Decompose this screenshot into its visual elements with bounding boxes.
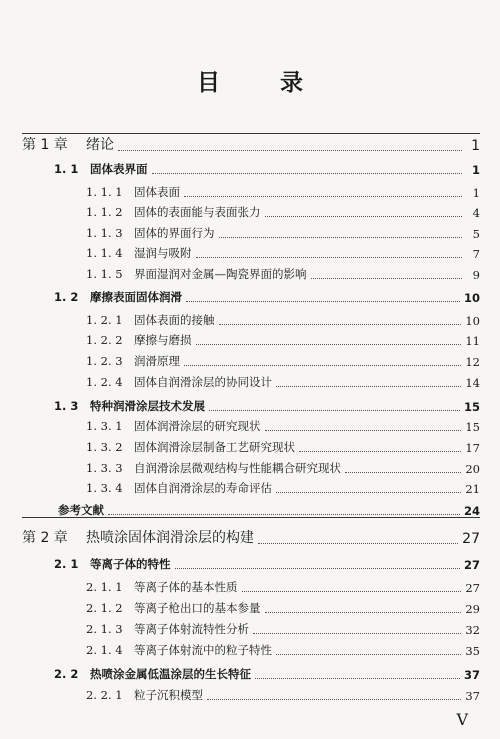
toc-entry-text: 热喷涂金属低温涂层的生长特征 [90, 667, 251, 681]
toc-entry-page: 14 [465, 376, 480, 390]
toc-entry-number: 1. 3. 3 [86, 461, 123, 475]
toc-entry-label [86, 204, 261, 220]
dot-leader [108, 514, 460, 515]
page-number: V [456, 710, 468, 729]
toc-entry-sub [0, 456, 500, 476]
toc-entry-sub [0, 414, 500, 434]
toc-entry-number: 2. 1 [54, 557, 79, 571]
toc-entry-page: 35 [465, 644, 480, 658]
toc-entry-sub [0, 180, 500, 200]
toc-entry-label [86, 266, 307, 282]
toc-entry-label [54, 161, 148, 177]
toc-entry-text: 固体表界面 [90, 162, 148, 176]
toc-entry-page: 27 [462, 531, 480, 547]
toc-entry-label [86, 439, 295, 455]
toc-entry-page: 7 [472, 247, 480, 261]
dot-leader [265, 216, 463, 217]
dot-leader [299, 451, 461, 452]
toc-entry-number: 1. 2. 1 [86, 313, 123, 327]
toc-entry-number: 1. 3. 2 [86, 440, 123, 454]
page-title: 目 录 [196, 70, 329, 96]
toc-entry-number: 1. 3 [54, 399, 79, 413]
toc-entry-page: 37 [463, 668, 480, 682]
toc-entry-number: 1. 1. 1 [86, 185, 123, 199]
toc-entry-page: 15 [465, 420, 480, 434]
toc-entry-label [86, 418, 261, 434]
toc-entry-sub [0, 200, 500, 220]
toc-entry-page: 4 [472, 206, 480, 220]
toc-entry-number: 1. 1. 4 [86, 246, 123, 260]
toc-entry-page: 1 [471, 163, 480, 177]
toc-entry-text: 固体表面 [134, 185, 180, 199]
toc-entry-chapter [0, 134, 500, 154]
toc-entry-label [54, 666, 251, 682]
dot-leader [265, 612, 462, 613]
toc-entry-text: 等离子体的特性 [90, 557, 171, 571]
toc-entry-refs [0, 498, 500, 518]
toc-entry-sub [0, 328, 500, 348]
dot-leader [186, 301, 460, 302]
toc-entry-label [58, 502, 104, 518]
toc-entry-label [86, 332, 192, 348]
toc-entry-text: 等离子体的基本性质 [134, 580, 238, 594]
toc-entry-label [54, 556, 171, 572]
dot-leader [242, 591, 462, 592]
toc-entry-label [86, 687, 203, 703]
toc-entry-number: 1. 2. 2 [86, 333, 123, 347]
toc-entry-sub [0, 596, 500, 616]
toc-entry-page: 27 [463, 558, 480, 572]
toc-entry-label [54, 398, 205, 414]
toc-entry-label [22, 527, 254, 547]
toc-entry-page: 17 [465, 441, 480, 455]
toc-entry-label [86, 184, 180, 200]
dot-leader [311, 278, 463, 279]
toc-entry-text: 粒子沉积模型 [134, 688, 203, 702]
toc-entry-text: 热喷涂固体润滑涂层的构建 [86, 530, 254, 546]
toc-entry-page: 12 [465, 355, 480, 369]
toc-entry-text: 湿润与吸附 [134, 246, 192, 260]
toc-entry-text: 等离子枪出口的基本参量 [134, 601, 261, 615]
toc-entry-section [0, 157, 500, 177]
toc-entry-text: 摩擦与磨损 [134, 333, 192, 347]
toc-entry-page: 5 [472, 227, 480, 241]
toc-entry-label [86, 579, 238, 595]
toc-entry-sub [0, 638, 500, 658]
toc-entry-number: 2. 1. 4 [86, 643, 123, 657]
dot-leader [196, 257, 463, 258]
toc-entry-number: 1. 3. 1 [86, 419, 123, 433]
toc-entry-sub [0, 308, 500, 328]
dot-leader [345, 472, 461, 473]
toc-entry-number: 2. 1. 3 [86, 622, 123, 636]
dot-leader [276, 386, 461, 387]
toc-entry-text: 固体自润滑涂层的寿命评估 [134, 481, 272, 495]
dot-leader [255, 678, 460, 679]
toc-entry-number: 1. 1. 3 [86, 226, 123, 240]
toc-entry-sub [0, 683, 500, 703]
dot-leader [207, 699, 461, 700]
dot-leader [175, 568, 460, 569]
toc-entry-sub [0, 241, 500, 261]
dot-leader [276, 492, 461, 493]
toc-entry-number: 第 1 章 [22, 137, 68, 153]
toc-entry-label [86, 460, 341, 476]
dot-leader [184, 196, 462, 197]
toc-entry-sub [0, 617, 500, 637]
dot-leader [209, 410, 460, 411]
toc-entry-number: 1. 2. 3 [86, 354, 123, 368]
toc-entry-sub [0, 435, 500, 455]
toc-entry-text: 固体的界面行为 [134, 226, 215, 240]
toc-entry-number: 2. 1. 2 [86, 601, 123, 615]
toc-entry-text: 等离子体射流特性分析 [134, 622, 249, 636]
toc-entry-section [0, 662, 500, 682]
toc-entry-text: 固体的表面能与表面张力 [134, 205, 261, 219]
toc-entry-page: 1 [471, 138, 480, 154]
toc-entry-text: 固体自润滑涂层的协同设计 [134, 375, 272, 389]
toc-entry-sub [0, 349, 500, 369]
dot-leader [196, 344, 462, 345]
toc-entry-page: 9 [472, 268, 480, 282]
toc-entry-label [54, 289, 182, 305]
dot-leader [219, 237, 463, 238]
toc-entry-sub [0, 370, 500, 390]
toc-entry-sub [0, 476, 500, 496]
toc-entry-text: 固体润滑涂层的研究现状 [134, 419, 261, 433]
toc-entry-text: 等离子体射流中的粒子特性 [134, 643, 272, 657]
toc-entry-text: 参考文献 [58, 503, 104, 517]
toc-entry-number: 2. 2. 1 [86, 688, 123, 702]
toc-entry-label [86, 621, 249, 637]
toc-entry-text: 摩擦表面固体润滑 [90, 290, 182, 304]
toc-entry-text: 界面湿润对金属—陶瓷界面的影响 [134, 267, 307, 281]
toc-entry-label [86, 353, 180, 369]
toc-entry-text: 特种润滑涂层技术发展 [90, 399, 205, 413]
toc-entry-number: 2. 1. 1 [86, 580, 123, 594]
toc-entry-number: 第 2 章 [22, 530, 68, 546]
toc-entry-page: 29 [465, 602, 480, 616]
dot-leader [184, 365, 461, 366]
dot-leader [258, 543, 458, 544]
dot-leader [152, 173, 463, 174]
dot-leader [276, 654, 461, 655]
toc-entry-sub [0, 575, 500, 595]
toc-entry-section [0, 394, 500, 414]
dot-leader [118, 150, 462, 151]
toc-entry-page: 24 [463, 504, 480, 518]
toc-entry-sub [0, 221, 500, 241]
toc-entry-page: 27 [465, 581, 480, 595]
toc-entry-number: 1. 1. 2 [86, 205, 123, 219]
toc-entry-text: 自润滑涂层微观结构与性能耦合研究现状 [134, 461, 341, 475]
toc-entry-label [86, 600, 261, 616]
toc-entry-section [0, 552, 500, 572]
dot-leader [265, 430, 462, 431]
toc-entry-number: 1. 2. 4 [86, 375, 123, 389]
toc-entry-text: 润滑原理 [134, 354, 180, 368]
toc-entry-page: 32 [465, 623, 480, 637]
toc-entry-page: 21 [465, 482, 480, 496]
toc-entry-label [86, 480, 272, 496]
toc-entry-number: 1. 3. 4 [86, 481, 123, 495]
toc-entry-text: 固体表面的接触 [134, 313, 215, 327]
toc-entry-number: 1. 1 [54, 162, 79, 176]
toc-entry-label [86, 245, 192, 261]
toc-entry-number: 1. 1. 5 [86, 267, 123, 281]
toc-entry-label [86, 312, 215, 328]
toc-entry-page: 1 [472, 186, 480, 200]
toc-entry-page: 20 [465, 462, 480, 476]
toc-entry-page: 15 [463, 400, 480, 414]
toc-entry-label [86, 642, 272, 658]
toc-entry-label [86, 225, 215, 241]
toc-entry-text: 绪论 [86, 137, 114, 153]
toc-entry-page: 11 [465, 334, 480, 348]
toc-entry-number: 2. 2 [54, 667, 79, 681]
dot-leader [253, 633, 461, 634]
toc-entry-text: 固体润滑涂层制备工艺研究现状 [134, 440, 295, 454]
toc-entry-section [0, 285, 500, 305]
dot-leader [219, 324, 462, 325]
toc-entry-label [22, 134, 114, 154]
toc-entry-label [86, 374, 272, 390]
toc-entry-page: 37 [465, 689, 480, 703]
toc-entry-sub [0, 262, 500, 282]
toc-entry-chapter [0, 527, 500, 547]
toc-entry-number: 1. 2 [54, 290, 79, 304]
toc-entry-page: 10 [465, 314, 480, 328]
toc-entry-page: 10 [463, 291, 480, 305]
